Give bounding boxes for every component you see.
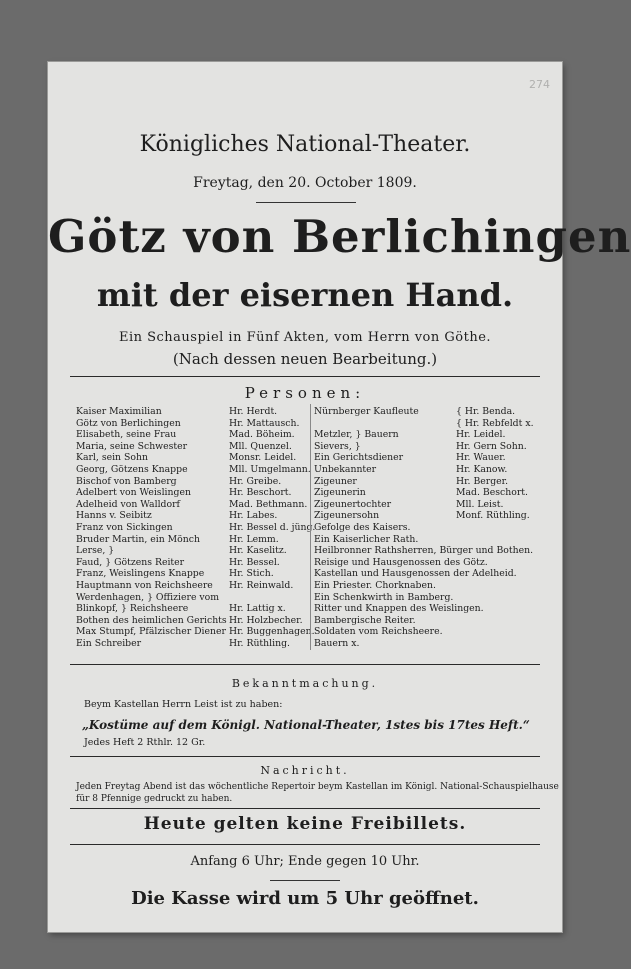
- cast-role: Soldaten vom Reichsheere.: [314, 626, 443, 638]
- cast-role: Sievers, }: [314, 440, 361, 452]
- cast-actor: Mad. Böheim.: [229, 429, 295, 441]
- cast-role: Karl, sein Sohn: [76, 452, 148, 464]
- divider-short: [270, 880, 340, 881]
- notice-heading: Nachricht.: [260, 764, 350, 777]
- cast-role: Maria, seine Schwester: [76, 440, 188, 452]
- cast-role: Nürnberger Kaufleute: [314, 406, 419, 417]
- cast-actors-right: [456, 406, 556, 649]
- cast-actor: Hr. Mattausch.: [229, 417, 300, 429]
- cast-role: Lerse, }: [76, 545, 115, 557]
- theater-name: Königliches National-Theater.: [139, 132, 471, 157]
- cast-role: Heilbronner Rathsherren, Bürger und Bothen.: [314, 545, 534, 557]
- cast-actor: Hr. Rüthling.: [229, 637, 290, 649]
- play-revision: (Nach dessen neuen Bearbeitung.): [172, 350, 438, 368]
- cast-role: Faud, } Götzens Reiter: [76, 556, 185, 568]
- cast-role: Metzler, } Bauern: [314, 429, 399, 441]
- cast-actor: [456, 626, 556, 638]
- cast-actor: { Hr. Benda.: [456, 406, 516, 417]
- divider: [70, 664, 540, 665]
- cast-actor: Hr. Buggenhagen.: [229, 626, 315, 638]
- cast-actor: [456, 522, 556, 534]
- divider: [70, 756, 540, 757]
- divider: [70, 844, 540, 845]
- cast-actor: [456, 568, 556, 580]
- playbill-sheet: [48, 62, 631, 932]
- cast-role: Bischof von Bamberg: [76, 475, 177, 487]
- cast-role: Zigeunersohn: [314, 510, 380, 522]
- cast-actor: [456, 557, 556, 569]
- cast-actor: Hr. Kaselitz.: [229, 545, 287, 557]
- play-genre: Ein Schauspiel in Fünf Akten, vom Herrn von Göthe.: [118, 330, 492, 345]
- cast-actor: Monf. Rüthling.: [456, 510, 530, 522]
- cast-actor: Monsr. Leidel.: [229, 452, 297, 464]
- cast-actor: [456, 580, 556, 592]
- cast-actor: Mad. Beschort.: [456, 487, 528, 499]
- personen-heading: Personen:: [244, 384, 366, 402]
- cast-actor: [456, 615, 556, 627]
- cast-actor: [456, 534, 556, 546]
- cast-actor: { Hr. Rebfeldt x.: [456, 417, 534, 429]
- cast-role: Bauern x.: [314, 637, 360, 649]
- cast-actor: [456, 638, 556, 650]
- cast-actor: [456, 545, 556, 557]
- cast-role: Adelbert von Weislingen: [76, 487, 191, 499]
- performance-date: Freytag, den 20. October 1809.: [193, 175, 417, 191]
- cast-actor: Hr. Bessel.: [229, 556, 280, 568]
- cast-role: Zigeuner: [314, 475, 357, 487]
- cast-role: Zigeunerin: [314, 487, 366, 499]
- cast-actor: Hr. Holzbecher.: [229, 614, 303, 626]
- cast-role: Reisige und Hausgenossen des Götz.: [314, 556, 488, 568]
- cast-role: Gefolge des Kaisers.: [314, 521, 411, 533]
- cast-actor: Mll. Leist.: [456, 498, 504, 510]
- divider-short: [256, 202, 356, 203]
- cast-role: Kaiser Maximilian: [76, 406, 162, 417]
- announcement-costumes: „Kostüme auf dem Königl. National-Theater, 1stes bis 17tes Heft.“: [82, 718, 530, 732]
- cast-actor: Hr. Labes.: [229, 510, 278, 522]
- cast-role: Franz, Weislingens Knappe: [76, 568, 205, 580]
- cast-actor: [229, 592, 305, 604]
- cast-role: Bambergische Reiter.: [314, 614, 416, 626]
- cast-role: Franz von Sickingen: [76, 521, 173, 533]
- cast-actor: Mll. Umgelmann.: [229, 463, 311, 475]
- cast-role: Unbekannter: [314, 463, 377, 475]
- cast-actor: Hr. Reinwald.: [229, 579, 294, 591]
- archive-number: 274: [529, 78, 550, 91]
- performance-times: Anfang 6 Uhr; Ende gegen 10 Uhr.: [190, 854, 420, 869]
- cast-role: Werdenhagen, } Offiziere vom: [76, 591, 220, 603]
- column-divider: [310, 404, 311, 650]
- cast-role: Ein Gerichtsdiener: [314, 452, 404, 464]
- cast-role: Götz von Berlichingen: [76, 417, 181, 429]
- cast-role: Bruder Martin, ein Mönch: [76, 533, 200, 545]
- cast-role: Adelheid von Walldorf: [76, 498, 180, 510]
- cast-role: Hanns v. Seibitz: [76, 510, 152, 522]
- cast-role: Ein Schreiber: [76, 637, 142, 649]
- play-title: Götz von Berlichingen: [48, 210, 631, 263]
- cast-actor: Mll. Quenzel.: [229, 440, 292, 452]
- cast-actor: Hr. Wauer.: [456, 452, 506, 464]
- cast-actor: Hr. Leidel.: [456, 429, 506, 441]
- cast-role: Georg, Götzens Knappe: [76, 463, 188, 475]
- announcement-line: Beym Kastellan Herrn Leist ist zu haben:: [84, 699, 283, 710]
- cast-role: Ritter und Knappen des Weislingen.: [314, 603, 484, 615]
- cast-role: Ein Priester. Chorknaben.: [314, 579, 436, 591]
- play-subtitle: mit der eisernen Hand.: [96, 276, 514, 314]
- cast-role: Kastellan und Hausgenossen der Adelheid.: [314, 568, 517, 580]
- cast-actor: [456, 603, 556, 615]
- cast-actor: Hr. Beschort.: [229, 487, 292, 499]
- cast-actor: Mad. Bethmann.: [229, 498, 308, 510]
- divider: [70, 376, 540, 377]
- cast-actor: Hr. Stich.: [229, 568, 274, 580]
- cast-actor: Hr. Kanow.: [456, 463, 508, 475]
- cast-actor: Hr. Lemm.: [229, 533, 279, 545]
- freibillets-notice: Heute gelten keine Freibillets.: [143, 814, 467, 834]
- announcement-price: Jedes Heft 2 Rthlr. 12 Gr.: [84, 737, 206, 748]
- cast-role: Blinkopf, } Reichsheere: [76, 603, 189, 615]
- cast-role: Ein Schenkwirth in Bamberg.: [314, 591, 454, 603]
- cast-actor: [456, 592, 556, 604]
- cast-actor: Hr. Herdt.: [229, 406, 278, 417]
- cast-role: Max Stumpf, Pfälzischer Diener: [76, 626, 226, 638]
- notice-line: für 8 Pfennige gedruckt zu haben.: [76, 794, 233, 804]
- cast-actor: Hr. Gern Sohn.: [456, 440, 527, 452]
- cast-role: Elisabeth, seine Frau: [76, 429, 177, 441]
- cast-actor: Hr. Bessel d. jüng.: [229, 521, 316, 533]
- notice-line: Jeden Freytag Abend ist das wöchentliche Repertoir beym Kastellan im Königl. National-Schauspielhause: [76, 782, 559, 792]
- cast-role: Hauptmann von Reichsheere: [76, 579, 213, 591]
- cast-role: Bothen des heimlichen Gerichts: [76, 614, 227, 626]
- cast-role: Ein Kaiserlicher Rath.: [314, 533, 419, 545]
- cast-roles-left: [76, 406, 227, 649]
- announcement-heading: Bekanntmachung.: [231, 677, 379, 690]
- cast-actor: Hr. Lattig x.: [229, 603, 286, 615]
- cast-role: Zigeunertochter: [314, 498, 392, 510]
- cast-actors-left: [229, 406, 316, 649]
- cast-actor: Hr. Greibe.: [229, 475, 282, 487]
- divider: [70, 808, 540, 809]
- cast-role: [314, 418, 444, 430]
- cast-actor: Hr. Berger.: [456, 475, 509, 487]
- box-office-notice: Die Kasse wird um 5 Uhr geöffnet.: [131, 888, 479, 909]
